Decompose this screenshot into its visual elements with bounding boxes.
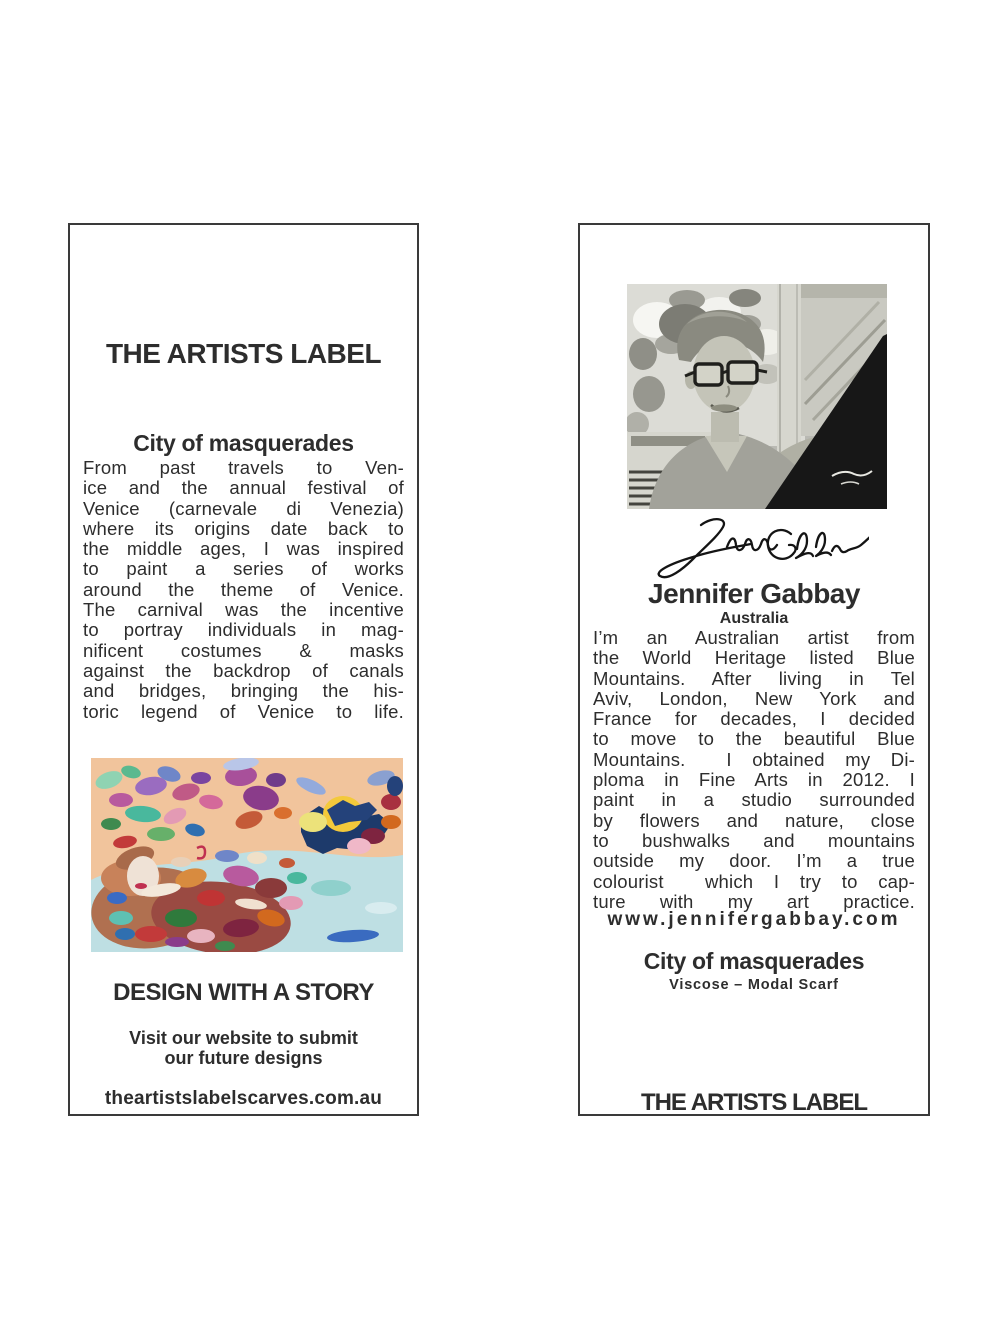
paragraph-line: From past travels to Ven-	[83, 457, 404, 478]
paragraph-line: ture with my art practice.	[593, 890, 915, 912]
artist-bio-paragraph	[593, 628, 915, 912]
paragraph-line: Mountains. I obtained my Di-	[593, 748, 915, 770]
right-label-card	[578, 223, 930, 1116]
design-title: City of masquerades	[133, 430, 354, 456]
brand-footer: THE ARTISTS LABEL	[640, 1089, 868, 1116]
left-label-card	[68, 223, 419, 1116]
paragraph-line: outside my door. I’m a true	[593, 850, 915, 872]
visit-website-text	[70, 1028, 417, 1068]
artwork-image	[91, 758, 403, 952]
paragraph-line: Aviv, London, New York and	[593, 687, 915, 709]
paragraph-line: by flowers and nature, close	[593, 809, 915, 831]
signature-image	[639, 513, 869, 583]
design-story-paragraph	[83, 458, 404, 722]
paragraph-line: nificent costumes & masks	[83, 639, 404, 661]
paragraph-line: and bridges, bringing the his-	[83, 680, 404, 702]
abstract-painting	[91, 758, 403, 952]
paragraph-line: France for decades, I decided	[593, 708, 915, 730]
artist-photo	[627, 284, 887, 509]
visit-line-1: Visit our website to submit	[129, 1028, 358, 1048]
paragraph-line: to paint a series of works	[83, 558, 404, 580]
brand-website-url: theartistslabelscarves.com.au	[104, 1088, 383, 1109]
paragraph-line: toric legend of Venice to life.	[83, 700, 404, 722]
paragraph-line: to move to the beautiful Blue	[593, 728, 915, 750]
paragraph-line: where its origins date back to	[83, 517, 404, 539]
paragraph-line: paint in a studio surrounded	[593, 789, 915, 811]
product-material: Viscose – Modal Scarf	[669, 977, 839, 993]
artist-name: Jennifer Gabbay	[648, 578, 860, 609]
paragraph-line: Mountains. After living in Tel	[593, 667, 915, 689]
paragraph-line: ice and the annual festival of	[83, 477, 404, 499]
artist-portrait-image	[627, 284, 887, 509]
artist-signature	[580, 513, 928, 588]
story-title: DESIGN WITH A STORY	[113, 979, 374, 1006]
brand-title: THE ARTISTS LABEL	[105, 338, 382, 369]
paragraph-line: to bushwalks and mountains	[593, 829, 915, 851]
paragraph-line: ploma in Fine Arts in 2012. I	[593, 769, 915, 791]
paragraph-line: against the backdrop of canals	[83, 659, 404, 681]
artist-country: Australia	[719, 610, 789, 627]
paragraph-line: The carnival was the incentive	[83, 599, 404, 621]
visit-line-2: our future designs	[164, 1048, 323, 1068]
paragraph-line: Venice (carnevale di Venezia)	[83, 497, 404, 519]
paragraph-line: the World Heritage listed Blue	[593, 647, 915, 669]
paragraph-line: I’m an Australian artist from	[593, 627, 915, 648]
product-title: City of masquerades	[643, 948, 865, 974]
artist-website-url: www.jennifergabbay.com	[607, 909, 901, 930]
paragraph-line: colourist which I try to cap-	[593, 870, 915, 892]
paragraph-line: around the theme of Venice.	[83, 578, 404, 600]
paragraph-line: the middle ages, I was inspired	[83, 538, 404, 560]
paragraph-line: to portray individuals in mag-	[83, 619, 404, 641]
